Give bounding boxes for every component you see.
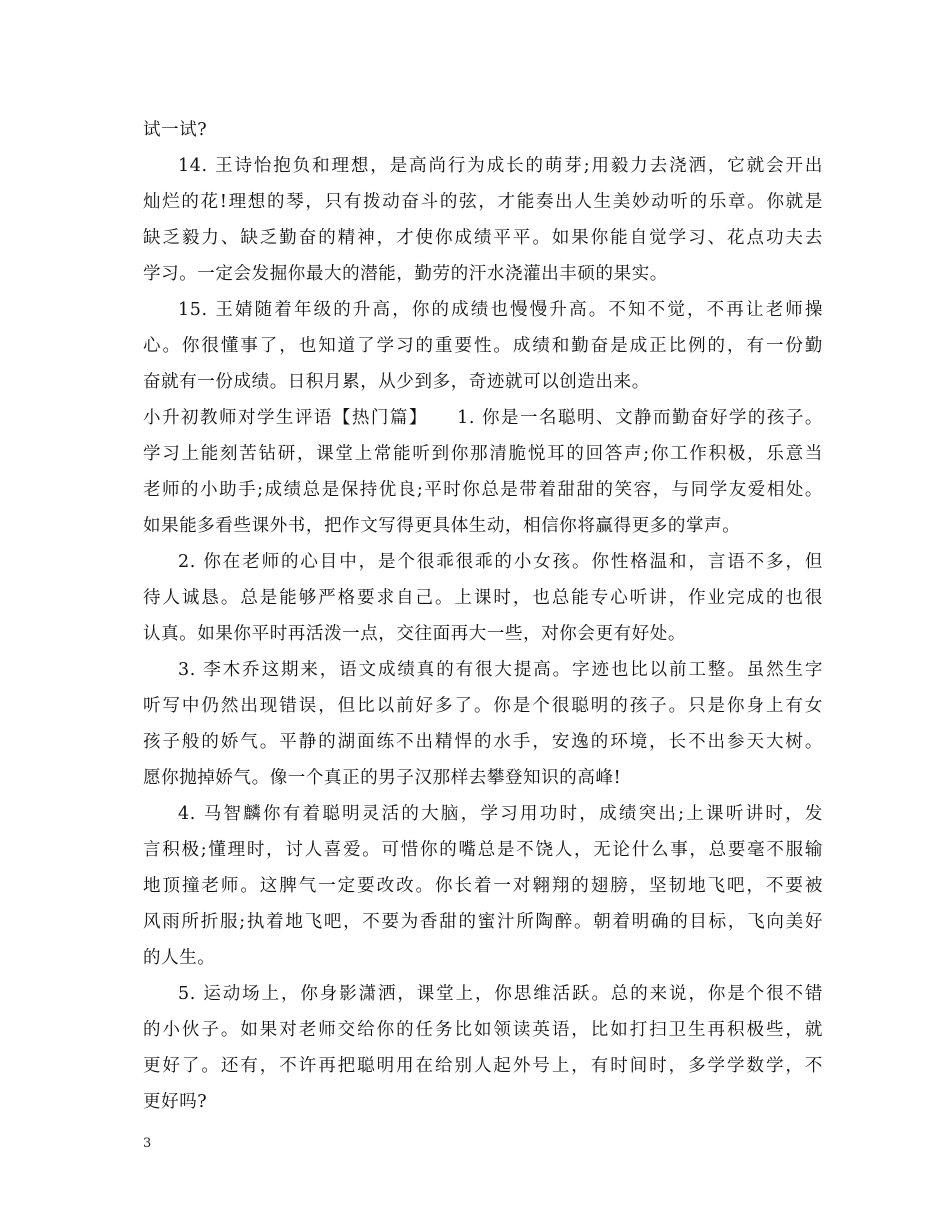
text-line: 学习上能刻苦钻研，课堂上常能听到你那清脆悦耳的回答声;你工作积极，乐意当: [143, 444, 823, 464]
text-line: 更好吗?: [143, 1092, 208, 1112]
page-number: 3: [143, 1136, 152, 1151]
text-line: 待人诚恳。总是能够严格要求自己。上课时，也总能专心听讲，作业完成的也很: [143, 588, 823, 608]
text-line: 如果能多看些课外书，把作文写得更具体生动，相信你将赢得更多的掌声。: [143, 516, 741, 536]
text-line: 愿你抛掉娇气。像一个真正的男子汉那样去攀登知识的高峰!: [143, 768, 622, 788]
text-line: 学习。一定会发掘你最大的潜能，勤劳的汗水浇灌出丰硕的果实。: [143, 264, 668, 284]
text-line: 听写中仍然出现错误，但比以前好多了。你是个很聪明的孩子。只是你身上有女: [143, 696, 823, 716]
text-line: 缺乏毅力、缺乏勤奋的精神，才使你成绩平平。如果你能自觉学习、花点功夫去: [143, 228, 823, 248]
text-line: 更好了。还有，不许再把聪明用在给别人起外号上，有时间时，多学学数学，不: [143, 1056, 823, 1076]
text-line: 心。你很懂事了，也知道了学习的重要性。成绩和勤奋是成正比例的，有一份勤: [143, 336, 823, 356]
text-line: 小升初教师对学生评语【热门篇】 1. 你是一名聪明、文静而勤奋好学的孩子。: [143, 408, 823, 428]
text-line: 2. 你在老师的心目中，是个很乖很乖的小女孩。你性格温和，言语不多，但: [178, 552, 823, 572]
text-line: 地顶撞老师。这脾气一定要改改。你长着一对翱翔的翅膀，坚韧地飞吧，不要被: [143, 876, 823, 896]
text-line: 灿烂的花!理想的琴，只有拨动奋斗的弦，才能奏出人生美妙动听的乐章。你就是: [143, 192, 823, 212]
text-line: 5. 运动场上，你身影潇洒，课堂上，你思维活跃。总的来说，你是个很不错: [178, 984, 823, 1004]
document-body: [143, 112, 823, 1120]
text-line: 认真。如果你平时再活泼一点，交往面再大一些，对你会更有好处。: [143, 624, 686, 644]
text-line: 4. 马智麟你有着聪明灵活的大脑，学习用功时，成绩突出;上课听讲时，发: [178, 804, 823, 824]
text-line: 15. 王婧随着年级的升高，你的成绩也慢慢升高。不知不觉，不再让老师操: [178, 300, 823, 320]
text-line: 的人生。: [143, 948, 216, 968]
text-line: 14. 王诗怡抱负和理想，是高尚行为成长的萌芽;用毅力去浇洒，它就会开出: [178, 156, 823, 176]
text-line: 3. 李木乔这期来，语文成绩真的有很大提高。字迹也比以前工整。虽然生字: [178, 660, 823, 680]
text-line: 言积极;懂理时，讨人喜爱。可惜你的嘴总是不饶人，无论什么事，总要毫不服输: [143, 840, 823, 860]
text-line: 风雨所折服;执着地飞吧，不要为香甜的蜜汁所陶醉。朝着明确的目标，飞向美好: [143, 912, 823, 932]
text-line: 孩子般的娇气。平静的湖面练不出精悍的水手，安逸的环境，长不出参天大树。: [143, 732, 823, 752]
text-line: 的小伙子。如果对老师交给你的任务比如领读英语，比如打扫卫生再积极些，就: [143, 1020, 823, 1040]
text-line: 试一试?: [143, 120, 208, 140]
text-line: 老师的小助手;成绩总是保持优良;平时你总是带着甜甜的笑容，与同学友爱相处。: [143, 480, 823, 500]
text-line: 奋就有一份成绩。日积月累，从少到多，奇迹就可以创造出来。: [143, 372, 650, 392]
